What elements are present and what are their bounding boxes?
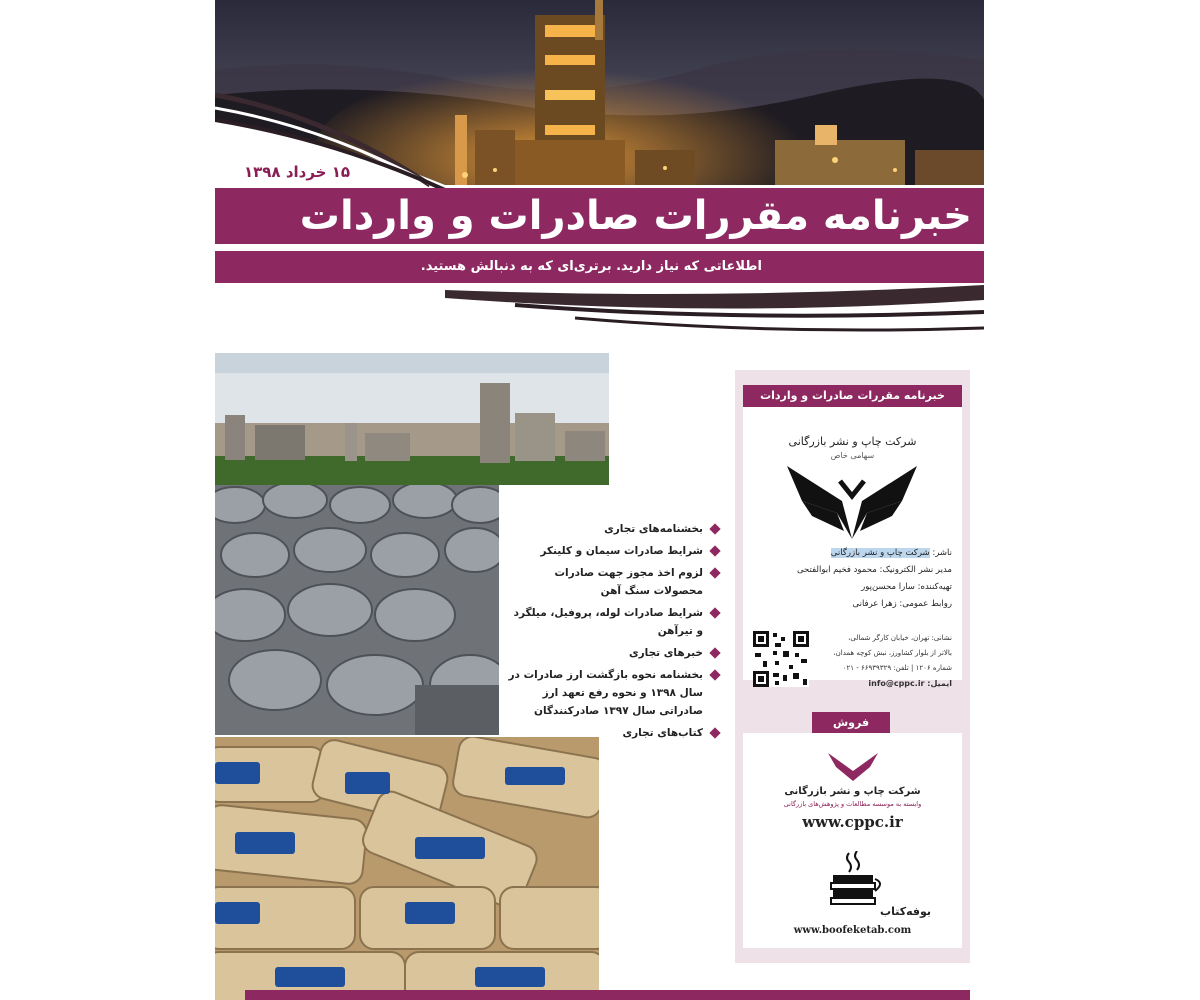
diamond-bullet-icon	[709, 567, 720, 578]
sales-company-name: شرکت چاپ و نشر بازرگانی	[784, 786, 921, 797]
diamond-bullet-icon	[709, 727, 720, 738]
toc-item: شرایط صادرات سیمان و کلینکر	[507, 542, 719, 560]
newsletter-title: خبرنامه مقررات صادرات و واردات	[299, 193, 972, 239]
newsletter-page	[215, 0, 984, 1000]
steel-coils-photo	[215, 485, 499, 735]
company-logo-icon	[828, 753, 878, 783]
toc-item: بخشنامه نحوه بازگشت ارز صادرات در سال ۱۳۹۸ و نحوه رفع تعهد ارز صادراتی سال ۱۳۹۷ صادرکنندگان	[507, 666, 719, 720]
online-sales-card	[743, 733, 962, 948]
tagline-bar	[215, 251, 984, 283]
diamond-bullet-icon	[709, 647, 720, 658]
toc-item: لزوم اخذ مجوز جهت صادرات محصولات سنگ آهن	[507, 564, 719, 600]
diamond-bullet-icon	[709, 669, 720, 680]
footer-bar	[245, 990, 970, 1000]
toc-item: کتاب‌های تجاری	[507, 724, 719, 742]
pr-line: روابط عمومی: زهرا عرفانی	[852, 599, 952, 609]
table-of-contents	[507, 520, 719, 746]
info-sidebar	[735, 370, 970, 963]
title-bar	[215, 188, 984, 244]
diamond-bullet-icon	[709, 523, 720, 534]
toc-item: شرایط صادرات لوله، پروفیل، میلگرد و تیرآهن	[507, 604, 719, 640]
credits	[752, 545, 952, 613]
sales-company-sub: وابسته به موسسه مطالعات و پژوهش‌های بازرگانی	[783, 800, 922, 808]
publisher-highlight: شرکت چاپ و نشر بازرگانی	[830, 548, 930, 558]
preparer-line: تهیه‌کننده: سارا محسن‌پور	[861, 582, 952, 592]
cppc-link[interactable]: www.cppc.ir	[802, 813, 903, 831]
publisher-card	[743, 385, 962, 688]
cement-plant-photo	[215, 353, 609, 485]
company-name: شرکت چاپ و نشر بازرگانی	[788, 435, 917, 448]
issue-date: ۱۵ خرداد ۱۳۹۸	[243, 163, 351, 181]
boofeketab-link[interactable]: www.boofeketab.com	[793, 925, 912, 936]
company-type: سهامی خاص	[830, 451, 875, 460]
director-line: مدیر نشر الکترونیک: محمود فخیم ابوالفتحی	[796, 565, 952, 575]
toc-item: بخشنامه‌های تجاری	[507, 520, 719, 538]
book-cup-icon	[827, 851, 887, 906]
diamond-bullet-icon	[709, 607, 720, 618]
diamond-bullet-icon	[709, 545, 720, 556]
contact-address: نشانی: تهران، خیابان کارگر شمالی، بالاتر از بلوار کشاورز، نبش کوچه همدان، شماره ۱۲۰۶ | تلفن: ۶۶۹۳۹۳۲۹ - ۰۲۱ ایمیل: info@cppc.ir	[824, 631, 952, 691]
qr-code-icon	[753, 631, 809, 687]
contact-email[interactable]: ایمیل: info@cppc.ir	[868, 679, 952, 688]
publisher-line: ناشر: شرکت چاپ و نشر بازرگانی	[830, 548, 952, 558]
book-shelf-name: بوفه‌کتاب	[880, 905, 931, 918]
publisher-card-heading: خبرنامه مقررات صادرات و واردات	[743, 385, 962, 407]
banner	[215, 0, 984, 335]
cement-bags-photo	[215, 737, 599, 1000]
tagline: اطلاعاتی که نیاز دارید. برتری‌ای که به دنبالش هستید.	[420, 259, 762, 274]
online-sales-heading: فروش	[812, 712, 890, 734]
toc-item: خبرهای تجاری	[507, 644, 719, 662]
eagle-logo-icon	[782, 461, 922, 541]
